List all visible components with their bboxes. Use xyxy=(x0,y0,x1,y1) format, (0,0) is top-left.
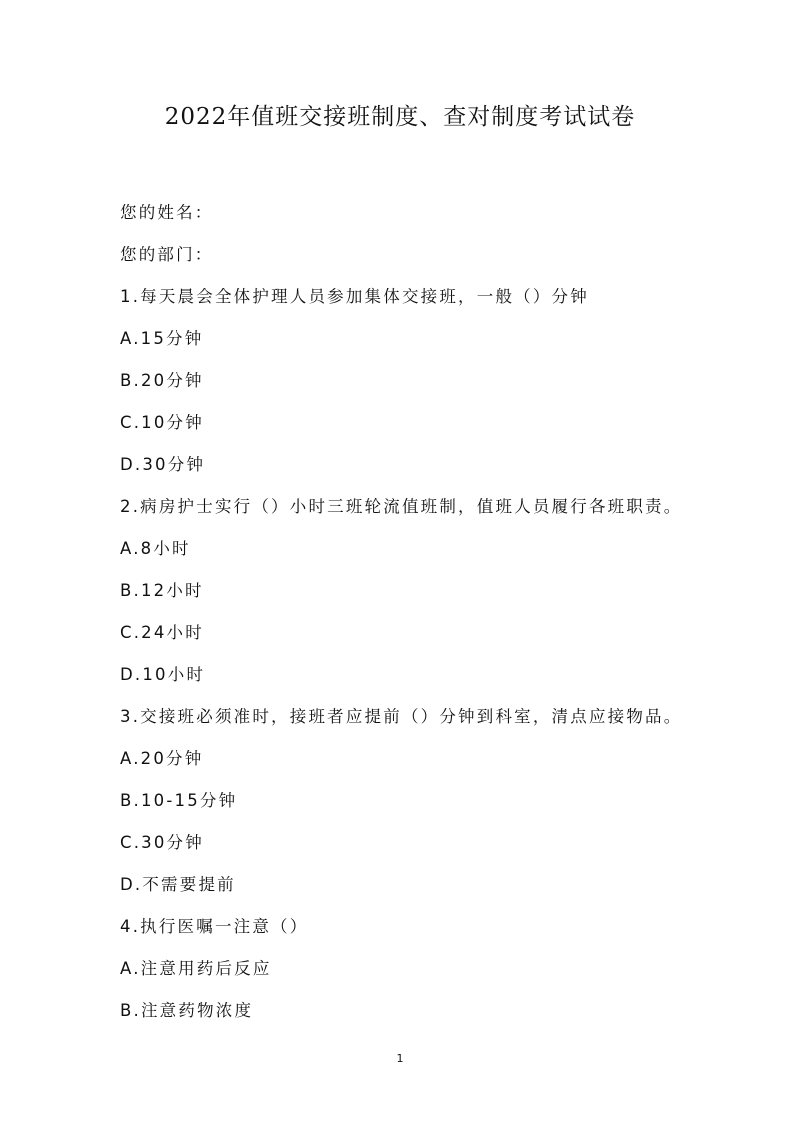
option-a: A.20分钟 xyxy=(120,749,204,768)
option-c: C.10分钟 xyxy=(120,413,204,432)
option-d: D.30分钟 xyxy=(120,455,206,474)
question-stem: 1.每天晨会全体护理人员参加集体交接班，一般（）分钟 xyxy=(120,287,589,306)
option-a: A.8小时 xyxy=(120,539,191,558)
name-field-label: 您的姓名： xyxy=(120,203,214,222)
option-c: C.24小时 xyxy=(120,623,204,642)
option-b: B.注意药物浓度 xyxy=(120,1001,254,1020)
option-d: D.10小时 xyxy=(120,665,206,684)
option-c: C.30分钟 xyxy=(120,833,204,852)
department-field-label: 您的部门： xyxy=(120,245,214,264)
page-title: 2022年值班交接班制度、查对制度考试试卷 xyxy=(164,104,636,130)
question-stem: 2.病房护士实行（）小时三班轮流值班制，值班人员履行各班职责。 xyxy=(120,497,683,516)
option-d: D.不需要提前 xyxy=(120,875,236,894)
page-number: 1 xyxy=(396,1052,404,1065)
option-b: B.20分钟 xyxy=(120,371,204,390)
option-a: A.15分钟 xyxy=(120,329,204,348)
question-stem: 4.执行医嘱一注意（） xyxy=(120,917,309,936)
option-b: B.12小时 xyxy=(120,581,204,600)
option-b: B.10-15分钟 xyxy=(120,791,238,810)
question-stem: 3.交接班必须准时，接班者应提前（）分钟到科室，清点应接物品。 xyxy=(120,707,683,726)
option-a: A.注意用药后反应 xyxy=(120,959,272,978)
